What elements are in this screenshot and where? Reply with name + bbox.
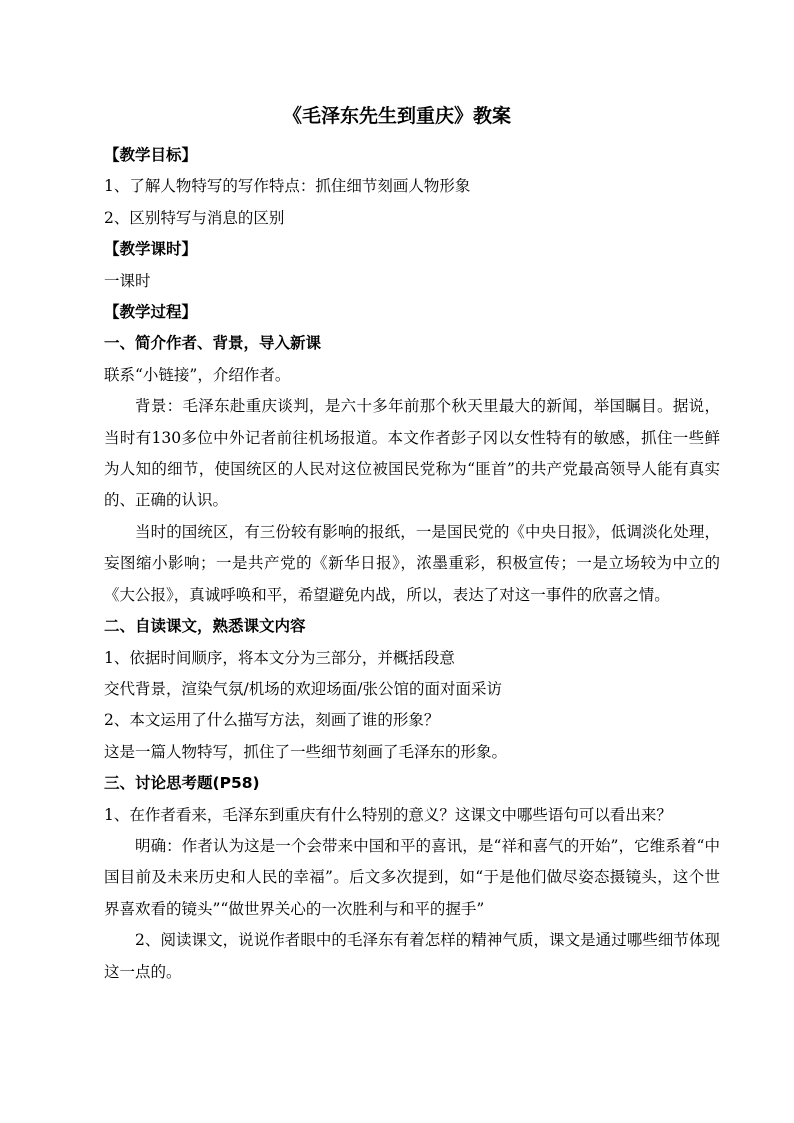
goal-item-2: 2、区别特写与消息的区别 [104,208,285,227]
section-3-answer-1: 明确：作者认为这是一个会带来中国和平的喜讯，是“祥和喜气的开始”，它维系着“中国目前及未来历史和人民的幸福”。后文多次提到，如“于是他们做尽姿态摄镜头，这个世界喜欢看的镜头”“做世界关心的一次胜利与和平的握手” [104,836,720,918]
process-heading: 【教学过程】 [104,303,198,322]
document-title: 《毛泽东先生到重庆》教案 [282,105,511,127]
section-3-question-1: 1、在作者看来，毛泽东到重庆有什么特别的意义？这课文中哪些语句可以看出来？ [104,805,672,824]
section-2-answer-2: 这是一篇人物特写，抓住了一些细节刻画了毛泽东的形象。 [104,742,508,761]
goal-heading: 【教学目标】 [104,146,198,164]
section-1-paragraph-3: 当时的国统区，有三份较有影响的报纸，一是国民党的《中央日报》，低调淡化处理，妄图缩小影响；一是共产党的《新华日报》，浓墨重彩，积极宣传；一是立场较为中立的《大公报》，真诚呼唤和平，希望避免内战，所以，表达了对这一事件的欣喜之情。 [104,522,720,604]
section-2-heading: 二、自读课文，熟悉课文内容 [104,617,306,636]
section-1-heading: 一、简介作者、背景，导入新课 [104,334,322,353]
hours-heading: 【教学课时】 [104,240,198,259]
document-body [104,140,720,988]
section-3-question-2: 2、阅读课文，说说作者眼中的毛泽东有着怎样的精神气质，课文是通过哪些细节体现这一点的。 [104,931,720,981]
hours-value: 一课时 [104,271,151,290]
section-3-heading: 三、讨论思考题(P58) [104,774,260,793]
goal-item-1: 1、了解人物特写的写作特点：抓住细节刻画人物形象 [104,177,471,196]
section-2-question-1: 1、依据时间顺序，将本文分为三部分，并概括段意 [104,648,455,667]
section-1-paragraph-1: 联系“小链接”，介绍作者。 [104,365,291,384]
section-1-paragraph-2: 背景：毛泽东赴重庆谈判，是六十多年前那个秋天里最大的新闻，举国瞩目。据说，当时有130多位中外记者前往机场报道。本文作者彭子冈以女性特有的敏感，抓住一些鲜为人知的细节，使国统区的人民对这位被国民党称为“匪首”的共产党最高领导人能有真实的、正确的认识。 [104,397,720,510]
section-2-answer-1: 交代背景，渲染气氛/机场的欢迎场面/张公馆的面对面采访 [104,679,502,698]
section-2-question-2: 2、本文运用了什么描写方法，刻画了谁的形象？ [104,711,440,730]
